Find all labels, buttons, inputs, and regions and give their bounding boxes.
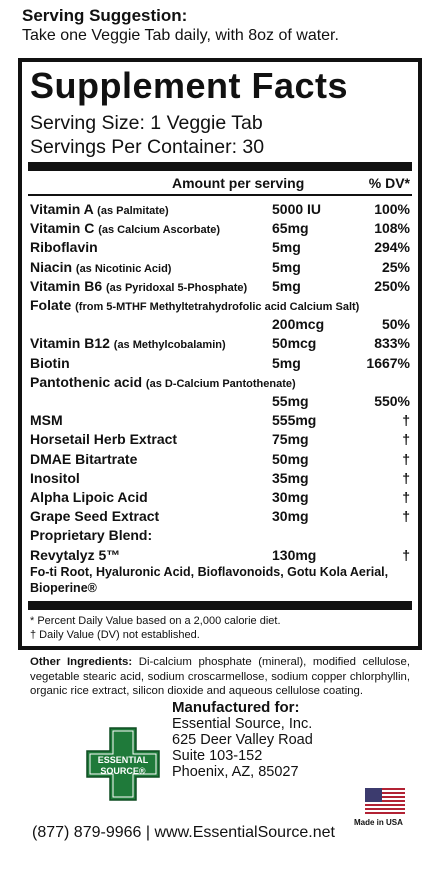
serving-suggestion-title: Serving Suggestion: <box>22 6 188 25</box>
facts-row <box>30 238 412 257</box>
nutrient-label: Biotin <box>30 354 70 371</box>
manufacturer-line: Essential Source, Inc. <box>172 716 313 732</box>
nutrient-label: Vitamin C <box>30 220 95 237</box>
facts-row <box>30 507 412 526</box>
nutrient-dv: 250% <box>374 277 410 294</box>
nutrient-source-note: (as Methylcobalamin) <box>113 339 226 352</box>
other-ingredients <box>30 655 410 699</box>
nutrient-dv: 108% <box>374 220 410 237</box>
other-ingredients-label: Other Ingredients: <box>30 656 133 668</box>
facts-row <box>30 334 412 353</box>
nutrient-label: Pantothenic acid <box>30 373 143 390</box>
supplement-facts-panel <box>18 58 422 650</box>
nutrient-amount: 200mcg <box>272 316 325 333</box>
nutrient-amount: 65mg <box>272 220 309 237</box>
nutrient-name <box>30 546 120 565</box>
facts-row <box>30 450 412 469</box>
thin-divider <box>28 194 412 196</box>
facts-row <box>30 200 412 219</box>
thick-divider <box>28 162 412 171</box>
nutrient-amount: 35mg <box>272 469 309 486</box>
nutrient-label: DMAE Bitartrate <box>30 450 138 467</box>
nutrient-name <box>30 219 220 240</box>
nutrient-label: Folate <box>30 297 72 313</box>
nutrient-name <box>30 277 247 298</box>
nutrient-name <box>30 450 137 469</box>
nutrient-source-note: (as Pyridoxal 5-Phosphate) <box>106 281 248 294</box>
logo-line1: ESSENTIAL <box>97 755 149 765</box>
nutrient-dv: 550% <box>374 393 410 409</box>
nutrient-amount: 130mg <box>272 546 317 563</box>
nutrient-name <box>30 411 63 430</box>
facts-row <box>30 354 412 373</box>
manufacturer-line: Phoenix, AZ, 85027 <box>172 764 299 780</box>
contact-line: (877) 879-9966 | www.EssentialSource.net <box>32 824 335 841</box>
nutrient-dv: 25% <box>381 258 410 275</box>
nutrient-name <box>30 200 169 221</box>
facts-row <box>30 296 412 315</box>
nutrient-name <box>30 469 80 488</box>
nutrient-name <box>30 373 296 394</box>
manufacturer-line: 625 Deer Valley Road <box>172 732 313 748</box>
facts-row <box>30 430 412 449</box>
nutrient-dv: 100% <box>374 201 410 217</box>
nutrient-label: Proprietary Blend: <box>30 527 153 544</box>
nutrient-source-note: (as Nicotinic Acid) <box>75 262 172 275</box>
thick-divider-bottom <box>28 601 412 610</box>
other-ingredients-text: Di-calcium phosphate (mineral), modified cellulose, vegetable stearic acid, sodium croscarmellose, sodium copper chlorphyllin, organic rice extract, silicon dioxide and aqueous cellulose coating. <box>30 656 410 698</box>
facts-row <box>30 392 412 411</box>
facts-title: Supplement Facts <box>30 65 349 106</box>
blend-ingredients-2: Bioperine® <box>30 581 97 595</box>
col-dv-header: % DV* <box>368 175 410 191</box>
nutrient-amount: 5000 IU <box>272 201 322 217</box>
nutrient-amount: 75mg <box>272 431 309 448</box>
facts-row <box>30 411 412 430</box>
nutrient-dv: 50% <box>381 316 410 333</box>
nutrient-dv: † <box>402 431 410 448</box>
nutrient-name <box>30 430 177 449</box>
nutrient-label: Vitamin B12 <box>30 335 110 352</box>
nutrient-amount: 555mg <box>272 412 317 429</box>
facts-row <box>30 526 412 545</box>
manufacturer-line: Suite 103-152 <box>172 748 263 764</box>
nutrient-name <box>30 258 171 279</box>
nutrient-dv: 294% <box>374 239 410 256</box>
nutrient-amount: 50mcg <box>272 335 317 352</box>
nutrient-source-note: (as D-Calcium Pantothenate) <box>145 377 296 390</box>
nutrient-name <box>30 334 226 355</box>
nutrient-source-note: (as Palmitate) <box>97 205 169 217</box>
facts-row <box>30 469 412 488</box>
made-in-usa: Made in USA <box>354 818 403 827</box>
nutrient-name <box>30 488 148 507</box>
facts-row <box>30 315 412 334</box>
nutrient-dv: † <box>402 508 410 525</box>
nutrient-amount: 5mg <box>272 277 301 294</box>
manufacturer-title: Manufactured for: <box>172 699 300 716</box>
serving-size: Serving Size: 1 Veggie Tab <box>30 112 263 134</box>
footnote-dv: * Percent Daily Value based on a 2,000 calorie diet. <box>30 615 281 627</box>
nutrient-name <box>30 507 159 526</box>
nutrient-amount: 50mg <box>272 450 309 467</box>
nutrient-label: Horsetail Herb Extract <box>30 431 178 448</box>
nutrient-dv: † <box>402 412 410 429</box>
nutrient-source-note: (from 5-MTHF Methyltetrahydrofolic acid Calcium Salt) <box>75 301 360 313</box>
nutrient-label: Grape Seed Extract <box>30 508 160 525</box>
nutrient-label: Vitamin B6 <box>30 277 103 294</box>
facts-row <box>30 258 412 277</box>
nutrient-label: Vitamin A <box>30 201 94 217</box>
nutrient-label: MSM <box>30 412 63 429</box>
facts-row <box>30 488 412 507</box>
nutrient-amount: 30mg <box>272 508 309 525</box>
nutrient-amount: 5mg <box>272 354 301 371</box>
nutrient-dv: † <box>402 489 410 505</box>
logo-line2: SOURCE® <box>100 766 146 776</box>
nutrient-label: Revytalyz 5™ <box>30 546 121 563</box>
nutrient-label: Niacin <box>30 258 73 275</box>
nutrient-label: Alpha Lipoic Acid <box>30 489 148 505</box>
serving-suggestion <box>22 6 432 46</box>
col-amount-header: Amount per serving <box>172 175 305 191</box>
serving-suggestion-text: Take one Veggie Tab daily, with 8oz of water. <box>22 27 339 44</box>
nutrient-source-note: (as Calcium Ascorbate) <box>98 224 221 237</box>
facts-row <box>30 546 412 565</box>
facts-row <box>30 219 412 238</box>
nutrient-amount: 30mg <box>272 489 309 505</box>
nutrient-name <box>30 238 98 257</box>
nutrient-dv: 833% <box>374 335 410 352</box>
servings-per-container: Servings Per Container: 30 <box>30 136 265 158</box>
nutrient-label: Inositol <box>30 469 80 486</box>
facts-row <box>30 373 412 392</box>
nutrient-amount: 55mg <box>272 393 309 409</box>
nutrient-amount: 5mg <box>272 258 301 275</box>
blend-ingredients-1: Fo-ti Root, Hyaluronic Acid, Bioflavonoids, Gotu Kola Aerial, <box>30 565 389 579</box>
nutrient-dv: † <box>402 469 410 486</box>
nutrient-name <box>30 354 70 373</box>
nutrient-dv: † <box>402 546 410 563</box>
manufacturer-block <box>172 700 313 780</box>
essential-source-logo <box>86 727 160 801</box>
nutrient-name <box>30 296 359 317</box>
nutrient-dv: † <box>402 450 410 467</box>
facts-row <box>30 277 412 296</box>
usa-flag-icon <box>365 786 405 816</box>
nutrient-dv: 1667% <box>366 354 410 371</box>
nutrient-label: Riboflavin <box>30 239 98 256</box>
nutrient-name <box>30 526 152 545</box>
footnote-dagger: † Daily Value (DV) not established. <box>30 629 200 641</box>
nutrient-amount: 5mg <box>272 239 301 256</box>
